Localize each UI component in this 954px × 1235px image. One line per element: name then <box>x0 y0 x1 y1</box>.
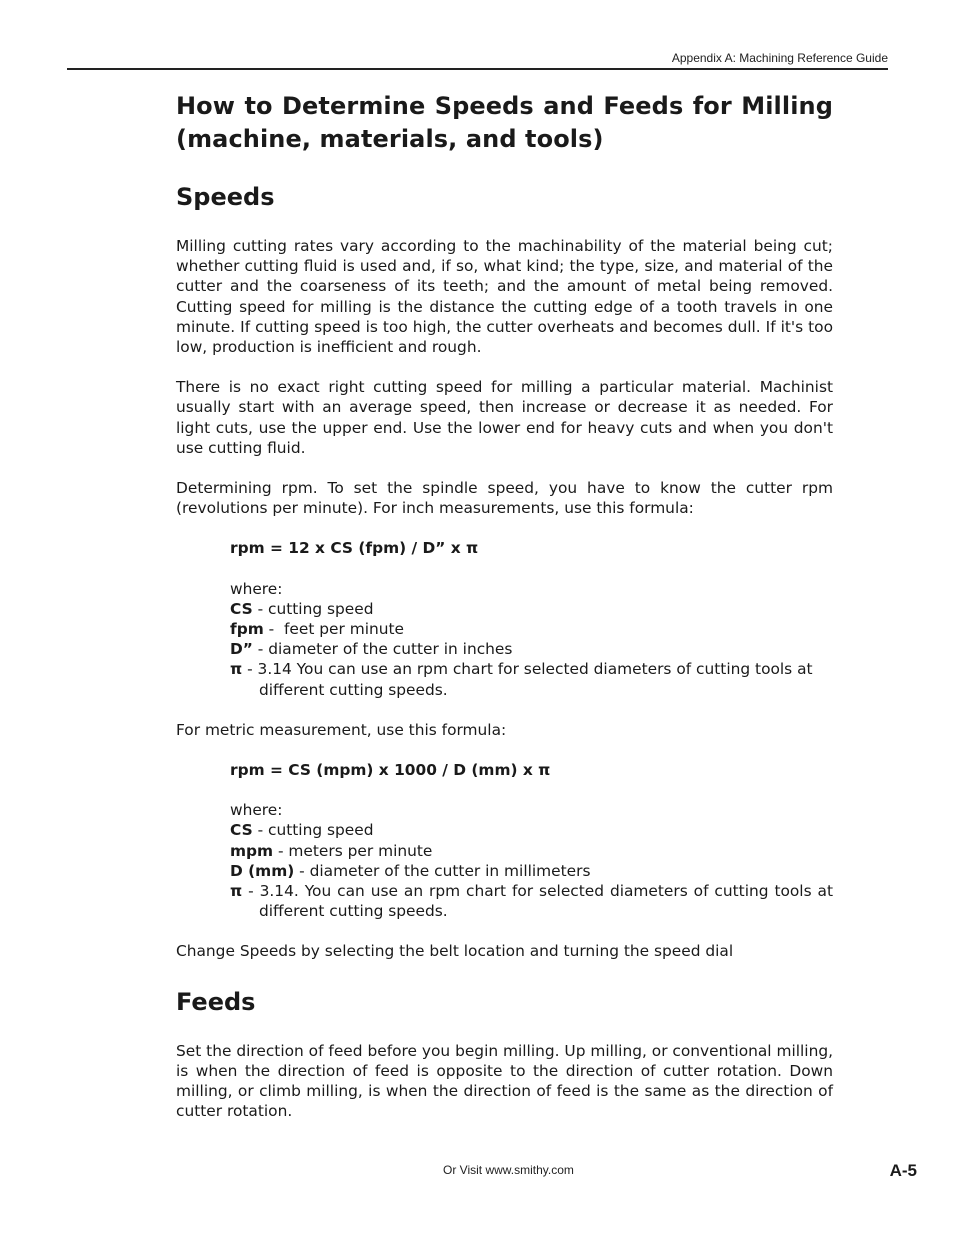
inch-formula: rpm = 12 x CS (fpm) / D” x π <box>230 539 479 558</box>
feeds-heading: Feeds <box>176 987 256 1016</box>
definition-continuation: different cutting speeds. <box>259 902 448 921</box>
speeds-paragraph-3: Determining rpm. To set the spindle speed, you have to know the cutter rpm (revolutions per minute). For inch measurements, use this formula: <box>176 479 833 518</box>
metric-where-label: where: <box>230 801 283 820</box>
definition-desc: - 3.14 You can use an rpm chart for selected diameters of cutting tools at <box>242 660 813 679</box>
feeds-paragraph-1: Set the direction of feed before you begin milling. Up milling, or conventional milling, is when the direction of feed is opposite to the direction of cutter rotation. Down milling, or climb milling, is when the direction of feed is the same as the direction of cutter rotation. <box>176 1041 833 1121</box>
definition-term: D (mm) <box>230 861 295 880</box>
definition-term: fpm <box>230 620 264 639</box>
metric-formula: rpm = CS (mpm) x 1000 / D (mm) x π <box>230 761 551 780</box>
definition-desc: - diameter of the cutter in millimeters <box>294 861 591 880</box>
definition-row <box>230 861 833 881</box>
definition-term: CS <box>230 821 253 840</box>
definition-desc: - 3.14. You can use an rpm chart for selected diameters of cutting tools at <box>242 882 833 901</box>
speeds-paragraph-1: Milling cutting rates vary according to the machinability of the material being cut; whether cutting fluid is used and, if so, what kind; the type, size, and material of the cutter and the coarseness of its teeth; and the amount of metal being removed. Cutting speed for milling is the distance the cutting edge of a tooth travels in one minute. If cutting speed is too high, the cutter overheats and becomes dull. If it's too low, production is inefficient and rough. <box>176 237 833 357</box>
header-rule <box>67 68 888 70</box>
inch-definitions <box>230 579 833 700</box>
definition-term: π <box>230 660 243 679</box>
change-speeds-note: Change Speeds by selecting the belt location and turning the speed dial <box>176 942 734 961</box>
metric-intro: For metric measurement, use this formula: <box>176 720 507 739</box>
speeds-paragraph-2: There is no exact right cutting speed for milling a particular material. Machinist usually start with an average speed, then increase or decrease it as needed. For light cuts, use the upper end. Use the lower end for heavy cuts and when you don't use cutting fluid. <box>176 378 833 457</box>
definition-row <box>230 841 833 861</box>
definition-term: CS <box>230 599 253 618</box>
page-title: How to Determine Speeds and Feeds for Milling (machine, materials, and tools) <box>176 92 833 153</box>
metric-definitions <box>230 800 833 921</box>
definition-desc: - cutting speed <box>252 599 374 618</box>
definition-desc: - diameter of the cutter in inches <box>252 640 513 659</box>
definition-row <box>230 619 833 639</box>
inch-where-label: where: <box>230 579 283 598</box>
definition-term: π <box>230 882 243 901</box>
definition-row <box>230 659 833 679</box>
definition-row <box>230 820 833 840</box>
definition-row <box>230 599 833 619</box>
definition-desc: - feet per minute <box>263 620 405 639</box>
definition-desc: - cutting speed <box>252 821 374 840</box>
definition-row <box>230 639 833 659</box>
definition-desc: - meters per minute <box>273 841 433 860</box>
page-number: A-5 <box>889 1161 917 1180</box>
speeds-heading: Speeds <box>176 183 275 211</box>
definition-row <box>230 881 833 901</box>
footer-website: Or Visit www.smithy.com <box>443 1163 574 1177</box>
page-content <box>176 90 833 1122</box>
definition-term: D” <box>230 640 253 659</box>
definition-term: mpm <box>230 841 274 860</box>
definition-continuation: different cutting speeds. <box>259 680 448 699</box>
running-header: Appendix A: Machining Reference Guide <box>671 51 888 65</box>
